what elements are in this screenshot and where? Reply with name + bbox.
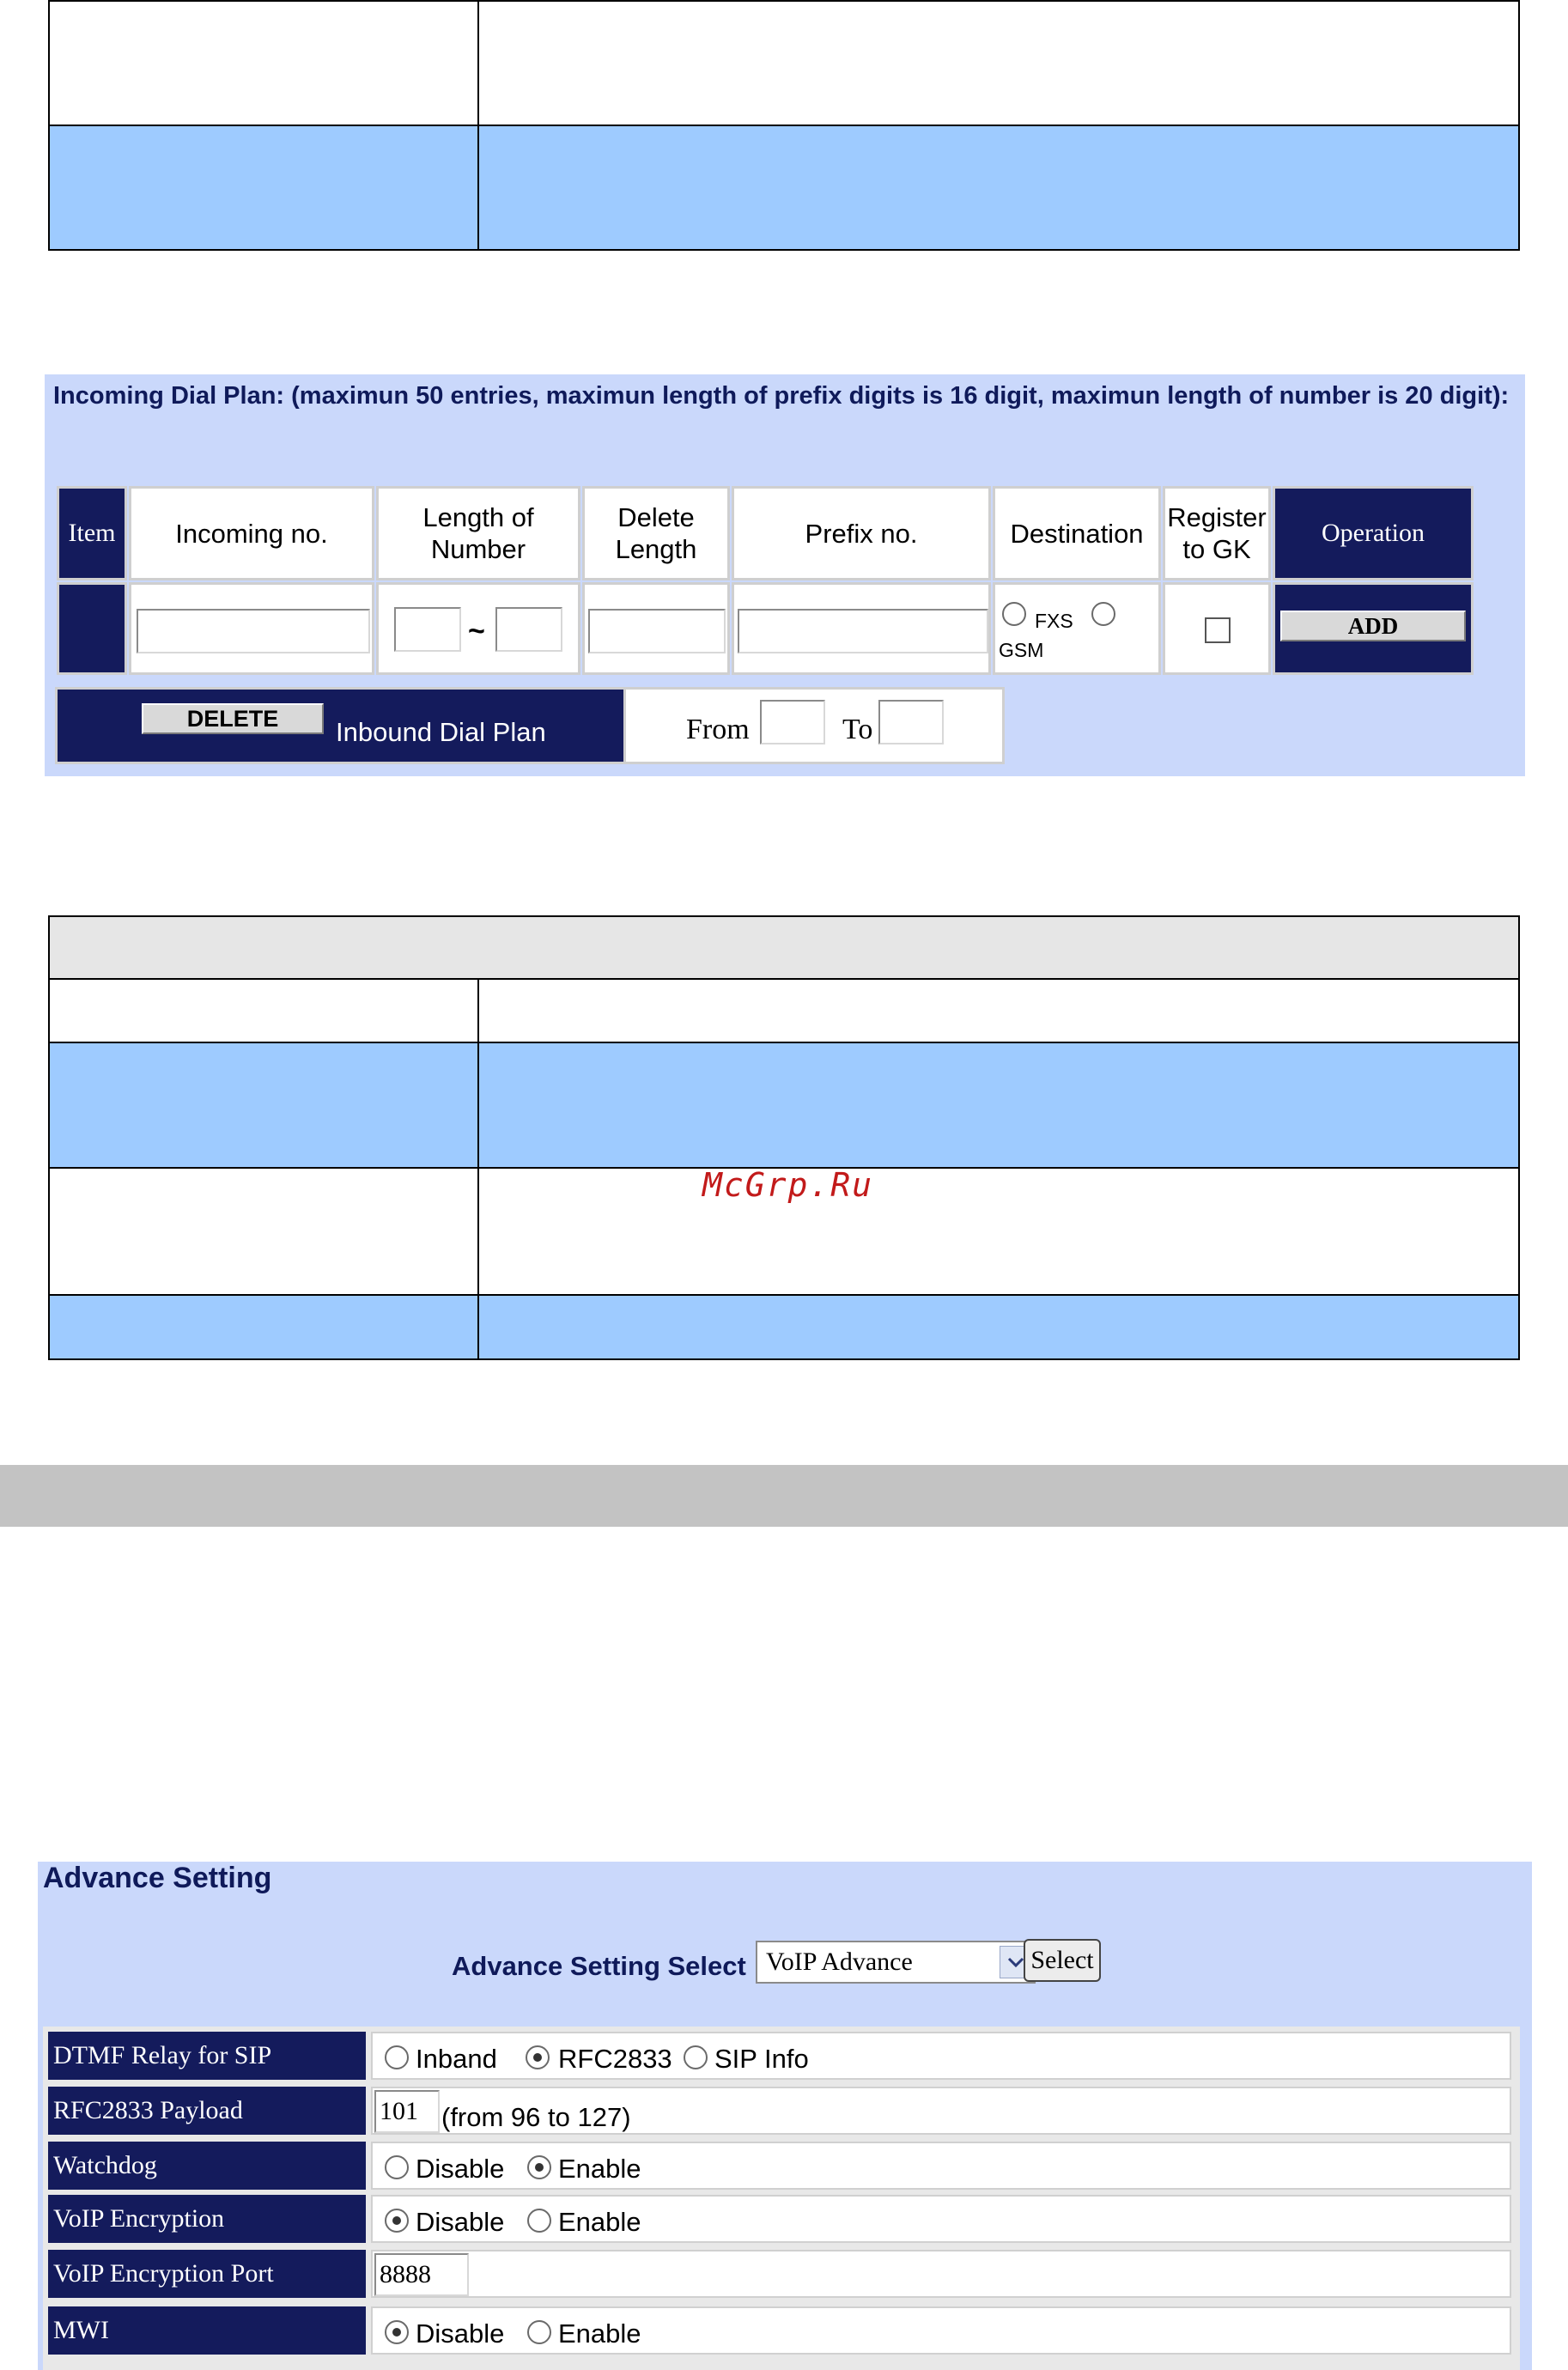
advance-setting-panel — [38, 1862, 1532, 2370]
select-button[interactable]: Select — [1024, 1939, 1101, 1982]
column-header-item: Item — [57, 486, 127, 580]
dtmf-sip-info-radio[interactable] — [684, 2045, 708, 2069]
dtmf-relay-options — [371, 2032, 1511, 2080]
column-header-incoming-no: Incoming no. — [129, 486, 374, 580]
length-max-input[interactable] — [495, 607, 562, 652]
prefix-no-cell — [732, 582, 991, 675]
from-label: From — [686, 714, 750, 745]
watchdog-enable-radio[interactable] — [527, 2155, 551, 2179]
dtmf-inband-radio[interactable] — [385, 2045, 409, 2069]
top-table-row-2 — [48, 125, 1520, 251]
incoming-no-input[interactable] — [137, 609, 370, 653]
incoming-no-cell — [129, 582, 374, 675]
column-header-length-of-number: Length of Number — [376, 486, 580, 580]
dtmf-relay-label: DTMF Relay for SIP — [48, 2032, 366, 2080]
mwi-disable-radio[interactable] — [385, 2320, 409, 2344]
register-to-gk-cell — [1163, 582, 1271, 675]
advance-setting-dropdown[interactable] — [756, 1941, 1036, 1984]
column-header-destination: Destination — [993, 486, 1161, 580]
rfc2833-payload-row — [371, 2087, 1511, 2135]
delete-length-cell — [582, 582, 730, 675]
column-header-delete-length: Delete Length — [582, 486, 730, 580]
encryption-enable-label: Enable — [558, 2207, 641, 2237]
operation-cell — [1273, 582, 1474, 675]
advance-setting-title: Advance Setting — [43, 1862, 272, 1894]
to-label: To — [842, 714, 873, 745]
middle-table-row-1 — [48, 979, 1520, 1042]
encryption-enable-radio[interactable] — [527, 2209, 551, 2233]
incoming-dial-plan-title: Incoming Dial Plan: (maximun 50 entries, maximun length of prefix digits is 16 digit, maximun length of number is 20 digit): — [53, 382, 1510, 410]
middle-table — [48, 915, 1520, 1360]
voip-encryption-label: VoIP Encryption — [48, 2195, 366, 2243]
watchdog-disable-label: Disable — [416, 2154, 505, 2184]
mwi-label: MWI — [48, 2306, 366, 2355]
delete-length-input[interactable] — [588, 609, 726, 653]
watchdog-label: Watchdog — [48, 2142, 366, 2190]
rfc2833-payload-label: RFC2833 Payload — [48, 2087, 366, 2135]
incoming-dial-plan-panel — [45, 374, 1525, 776]
item-cell — [57, 582, 127, 675]
watchdog-options — [371, 2142, 1511, 2190]
delete-inbound-container — [55, 687, 634, 764]
destination-cell — [993, 582, 1161, 675]
dtmf-rfc2833-radio[interactable] — [526, 2045, 550, 2069]
mwi-enable-label: Enable — [558, 2318, 641, 2349]
voip-encryption-port-input[interactable]: 8888 — [374, 2253, 469, 2296]
dtmf-sip-info-label: SIP Info — [714, 2044, 809, 2074]
watchdog-disable-radio[interactable] — [385, 2155, 409, 2179]
destination-gsm-radio[interactable] — [1091, 602, 1115, 626]
rfc2833-payload-input[interactable]: 101 — [374, 2090, 440, 2133]
mwi-disable-label: Disable — [416, 2318, 505, 2349]
delete-button[interactable]: DELETE — [142, 703, 324, 734]
column-header-prefix-no: Prefix no. — [732, 486, 991, 580]
watchdog-enable-label: Enable — [558, 2154, 641, 2184]
dtmf-inband-label: Inband — [416, 2044, 497, 2074]
destination-fxs-label: FXS — [1035, 610, 1073, 632]
encryption-disable-label: Disable — [416, 2207, 505, 2237]
middle-table-row-4 — [48, 1295, 1520, 1360]
voip-encryption-options — [371, 2195, 1511, 2243]
top-table — [48, 0, 1520, 251]
voip-encryption-port-row — [371, 2250, 1511, 2298]
destination-fxs-radio[interactable] — [1002, 602, 1026, 626]
section-heading-band — [0, 1465, 1568, 1527]
advance-setting-select-label: Advance Setting Select — [452, 1951, 746, 1981]
column-header-operation: Operation — [1273, 486, 1474, 580]
range-tilde: ~ — [468, 615, 485, 647]
mwi-enable-radio[interactable] — [527, 2320, 551, 2344]
mwi-options — [371, 2306, 1511, 2355]
destination-gsm-label: GSM — [999, 639, 1044, 661]
length-min-input[interactable] — [394, 607, 461, 652]
dropdown-value: VoIP Advance — [766, 1948, 913, 1976]
from-to-container — [623, 687, 1005, 764]
middle-table-row-2 — [48, 1042, 1520, 1168]
dtmf-rfc2833-label: RFC2833 — [558, 2044, 672, 2074]
watermark: McGrp.Ru — [702, 1166, 874, 1204]
register-to-gk-checkbox[interactable] — [1205, 617, 1231, 643]
inbound-dial-plan-label: Inbound Dial Plan — [336, 717, 546, 747]
add-button[interactable]: ADD — [1280, 611, 1466, 641]
rfc2833-payload-hint: (from 96 to 127) — [441, 2102, 631, 2132]
to-input[interactable] — [878, 700, 944, 744]
length-of-number-cell — [376, 582, 580, 675]
middle-table-header — [48, 915, 1520, 979]
top-table-row-1 — [48, 0, 1520, 125]
encryption-disable-radio[interactable] — [385, 2209, 409, 2233]
column-header-register-to-gk: Register to GK — [1163, 486, 1271, 580]
voip-encryption-port-label: VoIP Encryption Port — [48, 2250, 366, 2298]
from-input[interactable] — [760, 700, 825, 744]
prefix-no-input[interactable] — [738, 609, 988, 653]
